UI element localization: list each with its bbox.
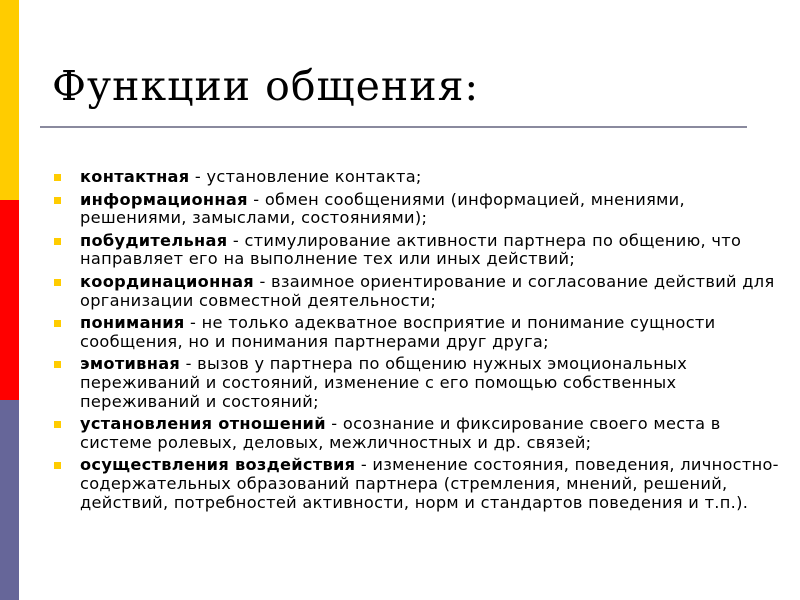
- decor-bar-yellow: [0, 0, 19, 200]
- item-description: - обмен сообщениями (информацией, мнениями, решениями, замыслами, состояниями);: [80, 189, 685, 228]
- list-item: [54, 273, 784, 310]
- list-item: [54, 232, 784, 269]
- item-term: информационная: [80, 189, 248, 209]
- item-term: координационная: [80, 271, 254, 291]
- square-bullet-icon: [54, 174, 61, 181]
- decor-bar-red: [0, 200, 19, 400]
- square-bullet-icon: [54, 361, 61, 368]
- list-item: [54, 355, 784, 411]
- item-description: - не только адекватное восприятие и понимание сущности сообщения, но и понимания партнерами друг друга;: [80, 313, 716, 351]
- list-item: [54, 456, 784, 512]
- square-bullet-icon: [54, 197, 61, 204]
- list-item: [54, 415, 784, 452]
- item-description: - изменение состояния, поведения, личностно-содержательных образований партнера (стремления, мнений, решений, действий, потребностей активности, норм и стандартов поведения и т.п.).: [80, 455, 779, 512]
- item-term: побудительная: [80, 230, 228, 250]
- square-bullet-icon: [54, 238, 61, 245]
- item-description: - осознание и фиксирование своего места в системе ролевых, деловых, межличностных и др. связей;: [80, 414, 721, 452]
- list-item: [54, 168, 784, 187]
- square-bullet-icon: [54, 421, 61, 428]
- square-bullet-icon: [54, 462, 61, 469]
- item-term: понимания: [80, 313, 185, 333]
- item-description: - вызов у партнера по общению нужных эмоциональных переживаний и состояний, изменение с его помощью собственных переживаний и состояний;: [80, 354, 688, 411]
- list-item: [54, 191, 784, 228]
- list-item: [54, 314, 784, 351]
- item-term: эмотивная: [80, 354, 181, 374]
- item-description: - стимулирование активности партнера по общению, что направляет его на выполнение тех или иных действий;: [80, 230, 742, 269]
- item-term: установления отношений: [80, 414, 326, 434]
- square-bullet-icon: [54, 320, 61, 327]
- decor-bar-purple: [0, 400, 19, 600]
- item-term: осуществления воздействия: [80, 455, 356, 475]
- functions-list: [54, 168, 784, 516]
- square-bullet-icon: [54, 279, 61, 286]
- slide-title: Функции общения:: [52, 62, 480, 110]
- item-description: - взаимное ориентирование и согласование действий для организации совместной деятельности;: [80, 271, 775, 310]
- item-term: контактная: [80, 167, 190, 186]
- item-description: - установление контакта;: [189, 167, 422, 186]
- title-divider: [40, 126, 747, 128]
